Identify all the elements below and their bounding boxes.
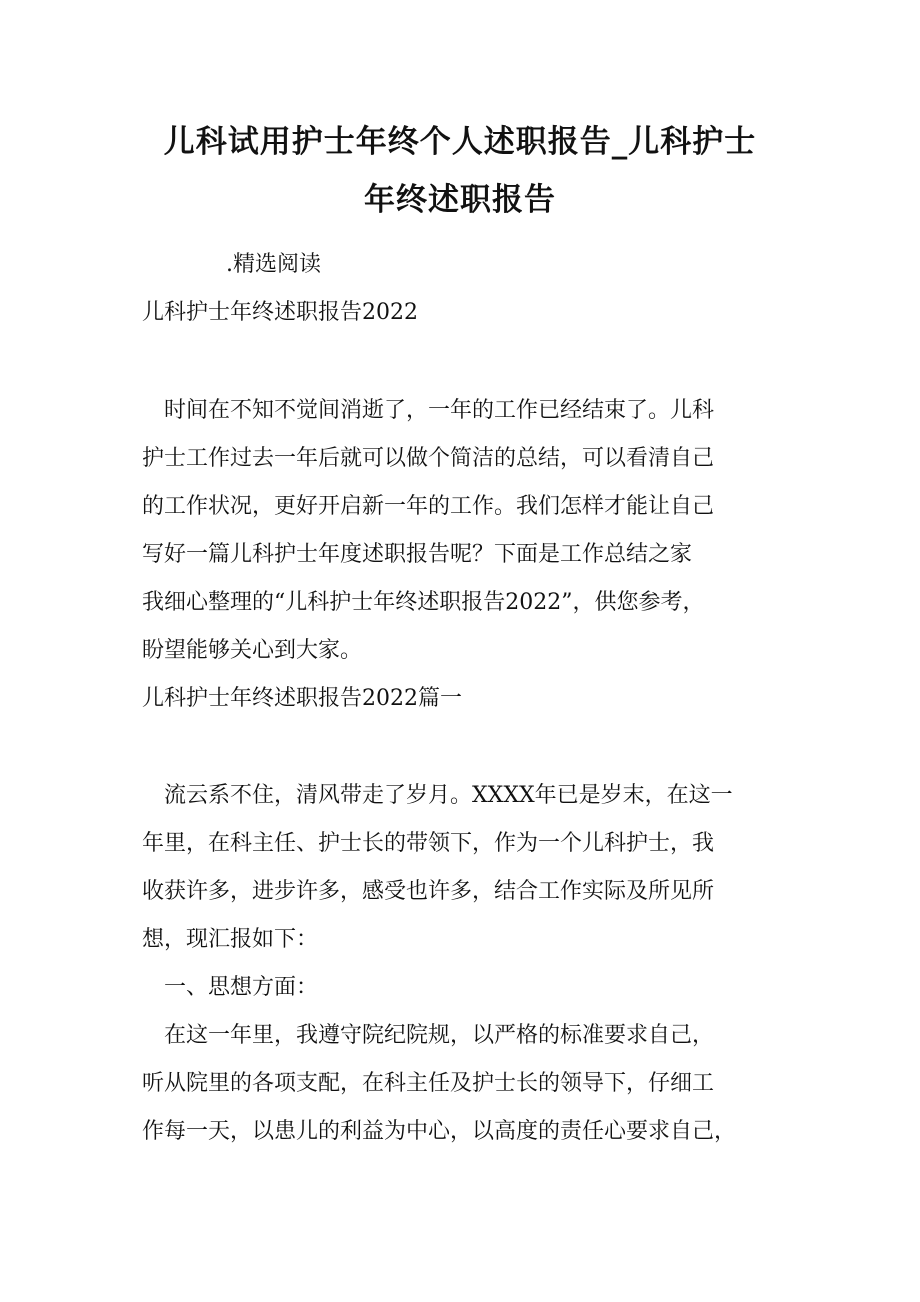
subtitle: .精选阅读: [226, 252, 321, 277]
section-heading-1: 儿科护士年终述职报告2022: [142, 300, 418, 325]
paragraph-line: 收获许多，进步许多，感受也许多，结合工作实际及所见所: [142, 879, 715, 904]
paragraph-line: 想，现汇报如下：: [142, 927, 319, 952]
paragraph-line: 的工作状况，更好开启新一年的工作。我们怎样才能让自己: [142, 494, 715, 519]
paragraph-line: 作每一天，以患儿的利益为中心，以高度的责任心要求自己，: [142, 1119, 737, 1144]
paragraph-line: 护士工作过去一年后就可以做个简洁的总结，可以看清自己: [142, 446, 715, 471]
document-title-line-1: 儿科试用护士年终个人述职报告_儿科护士: [163, 124, 757, 160]
subsection-heading: 一、思想方面：: [164, 975, 319, 1000]
paragraph-line: 听从院里的各项支配，在科主任及护士长的领导下，仔细工: [142, 1071, 715, 1096]
paragraph-line: 盼望能够关心到大家。: [142, 638, 363, 663]
paragraph-line: 时间在不知不觉间消逝了，一年的工作已经结束了。儿科: [164, 398, 715, 423]
paragraph-line: 流云系不住，清风带走了岁月。XXXX年已是岁末，在这一: [164, 783, 733, 808]
paragraph-line: 年里，在科主任、护士长的带领下，作为一个儿科护士，我: [142, 831, 715, 856]
paragraph-line: 我细心整理的“儿科护士年终述职报告2022”，供您参考，: [142, 590, 705, 615]
paragraph-line: 在这一年里，我遵守院纪院规，以严格的标准要求自己，: [164, 1023, 715, 1048]
paragraph-line: 写好一篇儿科护士年度述职报告呢？下面是工作总结之家: [142, 542, 693, 567]
section-heading-2: 儿科护士年终述职报告2022篇一: [142, 686, 462, 711]
document-title-line-2: 年终述职报告: [364, 182, 556, 218]
